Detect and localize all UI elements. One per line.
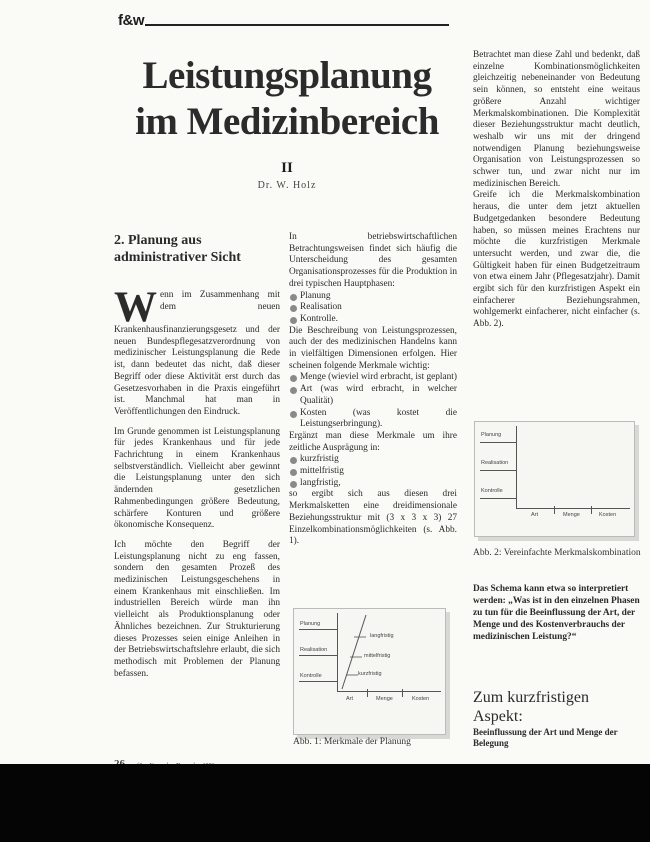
fig2-tick: [591, 506, 592, 514]
fig2-row-line: [480, 442, 516, 443]
fig2-horizontal-axis: [516, 508, 630, 509]
fig2-label-menge: Menge: [563, 512, 580, 518]
fig1-label-realisation: Realisation: [300, 647, 328, 653]
journal-logo: f&w: [118, 12, 144, 29]
scan-border: [0, 764, 650, 842]
article-part: II: [281, 160, 293, 176]
fig2-row-line: [480, 498, 516, 499]
paragraph-complexity: Betrachtet man diese Zahl und bedenkt, daß einzelne Kombinationsmöglichkeiten gleichzeitig nebeneinander von Bedeutung sein können, so entsteht eine weitaus größere Anzahl wichtiger Merkmalskombinationen. Die Komplexität dieser Beziehungsstruktur macht deutlich, weshalb wir uns mit der dringend notwendigen Planung beziehungsweise Organisation von Leistungsprozessen so schwer tun, und zwar nicht nur im medizinischen Bereich.: [473, 50, 640, 189]
header-rule: [145, 24, 449, 26]
paragraph-phases: In betriebswirtschaftlichen Betrachtungsweisen findet sich häufig die Unterscheidung des gesamten Organisationsprozesses für die Produktion in drei typischen Hauptphasen:: [289, 232, 457, 289]
paragraph-dimensions: Die Beschreibung von Leistungsprozessen, auch der des medizinischen Handelns kann in vielfältigen Dimensionen erfolgen. Hier scheinen folgende Merkmale wichtig:: [289, 325, 457, 371]
fig1-label-planung: Planung: [300, 621, 321, 627]
fig2-label-kosten: Kosten: [599, 512, 617, 518]
paragraph-2: Im Grunde genommen ist Leistungsplanung für jedes Krankenhaus und für jede Fachrichtung in einem Krankenhaus selbstverständlich. Vielleicht aber gewinnt die Leistungsplanung unter den sich ändernden gesetzlichen Rahmenbedingungen größere Bedeutung, schärfere Konturen und größere ökonomische Konsequenz.: [114, 426, 280, 531]
list-item: Art (was wird erbracht, in welcher Qualität): [289, 384, 457, 407]
section-heading: [114, 232, 274, 266]
fig2-tick: [554, 506, 555, 514]
list-item: Kontrolle.: [289, 314, 457, 326]
list-item: Realisation: [289, 302, 457, 314]
temporal-list: [289, 454, 457, 489]
paragraph-3: Ich möchte den Begriff der Leistungsplanung nicht zu eng fassen, sondern den gesamten Prozeß des medizinischen Leistungsgeschehens in einem Krankenhaus mit einschließen. Im industriellen Bereich würde man ihn vielleicht als Produktionsplanung oder Ähnliches bezeichnen. Zur Strukturierung dieses Prozesses seien einige Anleihen in der Betriebswirtschaftslehre erlaubt, die sich methodisch mit Problemen der Planung befassen.: [114, 539, 280, 679]
paragraph-1-text: enn im Zusammenhang mit dem neuen Krankenhausfinanzierungsgesetz und der neuen Bundespflegesatzverordnung von medizinischer Leistungsplanung die Rede ist, dann bedeutet das nicht, daß dieser Begriff oder diese Aktivität erst durch das Gesetzesvorhaben in die Praxis eingeführt ist. Manchmal hat man in Veröffentlichungen den Eindruck.: [114, 290, 280, 417]
fig1-tick: [402, 689, 403, 697]
list-item: kurzfristig: [289, 454, 457, 466]
fig2-label-kontrolle: Kontrolle: [481, 488, 503, 494]
column-1: [114, 284, 280, 680]
fig1-label-menge: Menge: [376, 696, 393, 702]
fig2-label-realisation: Realisation: [481, 460, 509, 466]
section-heading-line-2: administrativer Sicht: [114, 250, 241, 265]
subsection-subheading: Beeinflussung der Art und Menge der Belegung: [473, 727, 618, 748]
fig1-label-kurzfristig: kurzfristig: [358, 671, 382, 677]
title-line-2: im Medizinbereich: [135, 100, 439, 143]
article-title: [114, 53, 460, 145]
figure-1-caption: Abb. 1: Merkmale der Planung: [293, 737, 411, 747]
fig2-vertical-axis: [516, 426, 517, 508]
list-item: Menge (wieviel wird erbracht, ist geplant): [289, 372, 457, 384]
subsection-heading-line-1: Zum kurzfristigen: [473, 689, 589, 706]
section-heading-line-1: 2. Planung aus: [114, 233, 202, 248]
feature-list: [289, 372, 457, 431]
subsection-heading: [473, 688, 643, 726]
article-author: Dr. W. Holz: [257, 180, 317, 191]
column-2: [289, 232, 457, 548]
fig2-row-line: [480, 470, 516, 471]
column-3: [473, 50, 640, 331]
subsection-heading-line-2: Aspekt:: [473, 708, 523, 725]
intro-paragraph: [114, 284, 280, 419]
fig1-label-kosten: Kosten: [412, 696, 430, 702]
paragraph-temporal: Ergänzt man diese Merkmale um ihre zeitliche Ausprägung in:: [289, 430, 457, 453]
figure-2-diagram: [474, 421, 635, 537]
schema-interpretation: Das Schema kann etwa so interpretiert werden: „Was ist in den einzelnen Phasen zu tun für die Beeinflussung der Art, der Menge und des Kostenverbrauchs der medizinischen Leistung?“: [473, 584, 640, 642]
fig1-label-mittelfristig: mittelfristig: [364, 653, 391, 659]
drop-cap: W: [114, 284, 157, 331]
fig2-label-planung: Planung: [481, 432, 502, 438]
list-item: langfristig,: [289, 478, 457, 490]
fig1-tick: [367, 689, 368, 697]
paragraph-combinations: so ergibt sich aus diesen drei Merkmalsketten eine dreidimensionale Beziehungsstruktur mit (3 x 3 x 3) 27 Einzelkombinationsmöglichkeiten (s. Abb. 1).: [289, 489, 457, 547]
fig1-label-kontrolle: Kontrolle: [300, 673, 322, 679]
figure-1-diagram: [293, 608, 446, 735]
list-item: mittelfristig: [289, 466, 457, 478]
fig2-label-art: Art: [531, 512, 539, 518]
phase-list: [289, 291, 457, 326]
title-line-1: Leistungsplanung: [142, 54, 432, 97]
paragraph-short-term: Greife ich die Merkmalskombination heraus, die unter dem jetzt aktuellen Budgetgedanken besondere Bedeutung haben, so müssen meines Erachtens nur möchte die kurzfristigen Merkmale untersucht werden, und zwar die, die Gültigkeit haben für einen Budgetzeitraum von etwa einem Jahr (Pflegesatzjahr). Damit ergibt sich für den kurzfristigen Aspekt ein einfacherer Beziehungsrahmen, wohlgemerkt einfacherer, nicht einfacher (s. Abb. 2).: [473, 190, 640, 330]
fig1-label-langfristig: langfristig: [370, 633, 394, 639]
list-item: Kosten (was kostet die Leistungserbringung).: [289, 408, 457, 431]
list-item: Planung: [289, 291, 457, 303]
fig1-label-art: Art: [346, 696, 354, 702]
figure-2-caption: Abb. 2: Vereinfachte Merkmalskombination: [473, 548, 641, 558]
